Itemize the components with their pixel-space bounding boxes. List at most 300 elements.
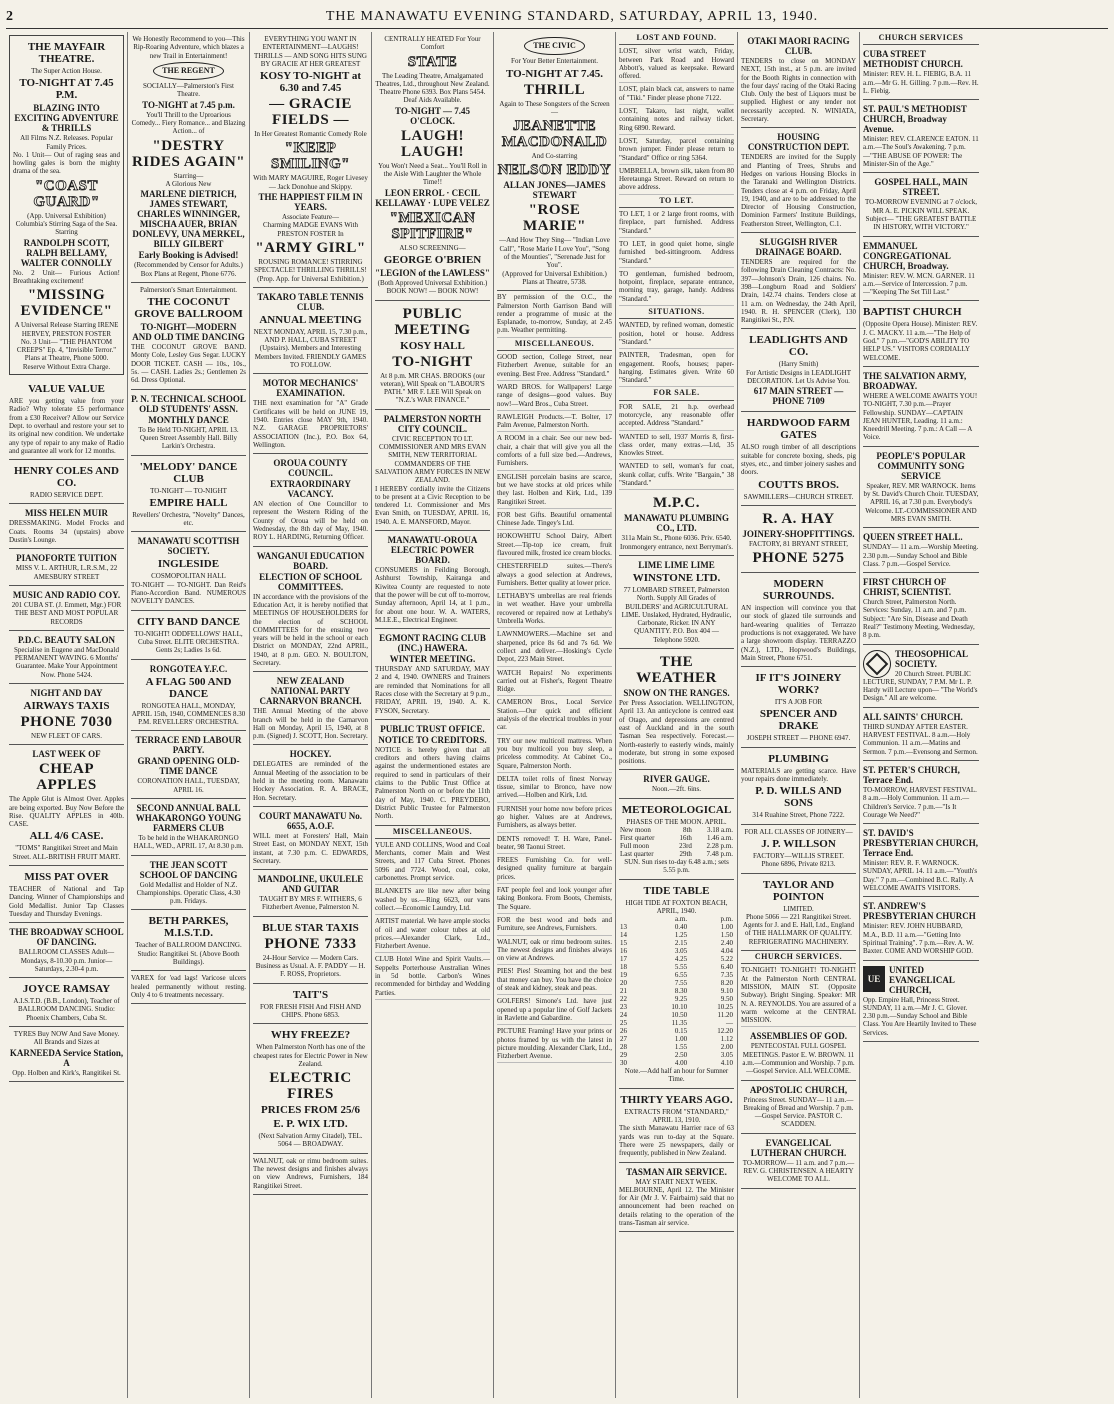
taits-name: TAIT'S: [292, 988, 329, 1001]
scottish-name: MANAWATU SCOTTISH SOCIETY.: [137, 536, 240, 557]
rongotea-body: RONGOTEA HALL, MONDAY, APRIL 15th, 1940, COMMENCES 8.30 P.M. REVELLERS' ORCHESTRA.: [131, 701, 246, 727]
tide-row: [619, 923, 734, 931]
sluggish-body: TENDERS are required for the following Drain Cleaning Contracts: No. 397—Johnson's Drain, 126 chains. No. 398—Longburn Road and Soldiers' Drain, 142.74 chains. Tenders close at 11 a.m. on Wednesday, the 24th April, 1940. R. H. SPENCER (Clerk), 130 Rangitikei St., P.N.: [741, 258, 856, 325]
scottish-hall: INGLESIDE: [157, 558, 220, 571]
taits-body: FOR FRESH FISH And FISH AND CHIPS. Phone 6853.: [260, 1002, 361, 1019]
mayfair-tonight: TO-NIGHT AT 7.45 P.M.: [19, 77, 114, 102]
plumbing-body: MATERIALS are getting scarce. Have your repairs done immediately.: [741, 766, 856, 784]
weather-sub: SNOW ON THE RANGES.: [623, 688, 730, 699]
apples-price: ALL 4/6 CASE.: [29, 830, 104, 843]
rongotea-ad: [131, 660, 246, 732]
tyres-body: TYRES Buy NOW And Save Money. All Brands and Sizes at: [13, 1030, 120, 1047]
tide-cell: 9.50: [720, 995, 733, 1004]
technical-name: P. N. TECHNICAL SCHOOL OLD STUDENTS' ASSN.: [131, 393, 246, 414]
civic-tail: (Approved for Universal Exhibition.) Plans at Theatre, 5738.: [502, 269, 607, 286]
varex-ad: [131, 971, 246, 1004]
coconut-body: THE COCONUT GROVE BAND. Monty Cole, Lesley Gus Segar. LUCKY DOOR TICKET. CASH — 10s., 10s., 5s. — CASH. Ladies 2s.; Gentlemen 2s 6d. Dress Optional.: [131, 343, 246, 385]
all-saints: [863, 708, 979, 761]
hardwood-ad: [741, 412, 856, 505]
moon-row: [619, 826, 734, 834]
blue-star-ad: [253, 917, 368, 984]
thirty-sub: EXTRACTS FROM "STANDARD," APRIL 13, 1910.: [624, 1107, 729, 1125]
united-body: Opp. Empire Hall, Princess Street. SUNDAY, 11 a.m.—Mr J. C. Glover. 2.30 p.m.—Sunday School and Bible Class. You Are Heartily Invited to These Services.: [863, 995, 977, 1037]
civic-head: For Your Better Entertainment.: [511, 57, 598, 66]
terrace-body: CORONATION HALL, TUESDAY, APRIL 16.: [137, 777, 240, 794]
paul-body: Minister: REV. CLARENCE EATON. 11 a.m.—The Soul's Awakening. 7 p.m.—"THE ABUSE OF POWER: The Minister-Sin of the Age.": [863, 135, 979, 169]
tide-row: [619, 971, 734, 979]
cuba-body: Minister: REV. H. L. FIEBIG, B.A. 11 a.m.—Mr G. H. Gilling. 7 p.m.—Rev. H. L. Fiebig.: [863, 70, 979, 95]
newspaper-title: THE MANAWATU EVENING STANDARD, SATURDAY, APRIL 13, 1940.: [325, 9, 819, 24]
tide-row: [619, 1059, 734, 1067]
walnut-body: WALNUT, oak or rimu bedroom suites. The newest designs and finishes always on view Andrews, Furnishers, 184 Rangitikei Street.: [253, 1156, 368, 1190]
bluestar-body: 24-Hour Service — Modern Cars. Business as Usual. A. F. PADDY — H. F. ROSS, Proprietors.: [255, 953, 366, 979]
army-name: THE SALVATION ARMY, BROADWAY.: [863, 370, 967, 391]
value-ad: [9, 378, 124, 460]
thirty-years-section: [619, 1089, 734, 1163]
kosy-film2: "ARMY GIRL": [255, 239, 366, 256]
public-hall: KOSY HALL: [400, 339, 465, 352]
to-let-item: TO gentleman, furnished bedroom, hotpoint, fireplace, separate entrance, morning tray, garage, handy. Address "Standard.": [619, 268, 734, 306]
moon-row: [619, 834, 734, 842]
moon-row: [619, 850, 734, 858]
yule-classified: YULE AND COLLINS, Wood and Coal Merchants, corner Main and West Streets, and 117 Cuba Street. Phones 5096 and 7724. Wood, coal, coke, carbonettes. Prompt service.: [375, 839, 490, 885]
wanganui-body: IN accordance with the provisions of the Education Act, it is hereby notified that MEETINGS OF HOUSEHOLDERS for the election of SCHOOL COMMITTEES for the ensuing two years will be held in the school or each District on MONDAY, 22nd APRIL, 1940, at 8 p.m. GEO. N. BOULTON, Secretary.: [253, 592, 368, 667]
henry-coles-ad: [9, 460, 124, 504]
lost-item: LOST, silver wrist watch, Friday, between Park Road and Howard Abbott's, valued as keepsake. Reward offered.: [619, 45, 734, 83]
tide-cell: 7.35: [720, 971, 733, 980]
lost-item: UMBRELLA, brown silk, taken from 80 Heretaunga Street. Reward on return to above address.: [619, 165, 734, 195]
sale-item: FOR SALE, 21 h.p. overhead motorcycle, any reasonable offer accepted. Address "Standard.": [619, 401, 734, 431]
kosy-star: — GRACIE FIELDS —: [269, 96, 352, 129]
tide-cell: 0.40: [674, 923, 688, 932]
regent-cast: MARLENE DIETRICH, JAMES STEWART, CHARLES WINNINGER, MISCHA AUER, BRIAN DONLEVY, UNA MERKEL, BILLY GILBERT: [132, 189, 245, 250]
public-body: At 8 p.m. MR CHAS. BROOKS (our veteran), Will Speak on "LABOUR'S PATH." MR F. LEE Will Speak on "N.Z.'s WAR FINANCE.": [380, 371, 485, 405]
classified-item: FOR the best wood and beds and Furniture, see Andrews, Furnishers.: [497, 914, 612, 936]
to-let-item: TO LET, in good quiet home, single furnished bed-sittingroom. Address "Standard.": [619, 238, 734, 268]
tide-row: [619, 1027, 734, 1035]
tide-row: [619, 939, 734, 947]
public-trust-ad: [375, 720, 490, 826]
whakaronga-body: To be held in the WHAKARONGO HALL, WED., APRIL 17, At 8.30 p.m.: [133, 833, 244, 851]
christ-body: Church Street, Palmerston North. Services: Sunday, 11 a.m. and 7 p.m. Subject: "Are Sin, Disease and Death Real?" Testimony Meeting, Wednesday, 8 p.m.: [863, 598, 975, 640]
tide-cell: 25: [620, 1019, 627, 1028]
mayfair-name: THE MAYFAIR THEATRE.: [27, 41, 106, 65]
coconut-grove-ad: [131, 283, 246, 390]
freeze-wixsub: (Next Salvation Army Citadel), TEL. 5064 — BROADWAY.: [258, 1132, 363, 1149]
moon-time: 3.18 a.m.: [706, 826, 733, 834]
hardwood-body: ALSO rough timber of all descriptions suitable for concrete boxing, sheds, pig styes, etc., and timber joinery sashes and doors.: [741, 443, 856, 477]
state-film2: "LEGION of the LAWLESS": [375, 267, 490, 278]
wanganui-name: WANGANUI EDUCATION BOARD.: [256, 550, 365, 571]
mayfair-unit1: No. 1 Unit— Out of raging seas and howling gales is born the mighty drama of the sea.: [13, 150, 120, 176]
tide-cell: 10.10: [671, 1003, 688, 1012]
kosy-best: THE HAPPIEST FILM IN YEARS.: [258, 192, 363, 213]
takaro-ad: [253, 288, 368, 374]
band-notice: BY permission of the O.C., the Palmerston North Garrison Band will render a programme of music at the Esplanade, to-morrow, Sunday, at 2.45 p.m. Weather permitting.: [497, 291, 612, 337]
civic-thrill: THRILL: [523, 81, 586, 98]
moon-label: First quarter: [620, 834, 655, 842]
taxis-head: NIGHT AND DAY: [30, 687, 103, 698]
misc-heading-4: MISCELLANEOUS.: [375, 826, 490, 839]
nat-body: THE Annual Meeting of the above branch will be held in the Carnarvon Hall on Monday, April 15, 1940, at 8 p.m. (Signed) J. SCOTT, Hon. Secretary.: [253, 707, 368, 741]
coconut-head: Palmerston's Smart Entertainment.: [139, 285, 238, 294]
lime-ad: [619, 556, 734, 649]
peter-body: TO-MORROW, HARVEST FESTIVAL. 8 a.m.—Holy Communion. 11 a.m.—Children's Service. 7 p.m.—"Is It Courage We Need?": [863, 785, 977, 819]
state-name: STATE: [407, 53, 458, 70]
court-body: WILL meet at Foresters' Hall, Main Street East, on MONDAY NEXT, 15th instant, at 7.30 p.m. C. EDWARDS, Secretary.: [253, 831, 368, 865]
pdc-name: P.D.C. BEAUTY SALON: [17, 634, 116, 645]
civic-film: "ROSE MARIE": [523, 202, 586, 235]
power-name: MANAWATU-OROUA ELECTRIC POWER BOARD.: [387, 535, 478, 566]
meteorological-section: [619, 799, 734, 880]
takaro-name: TAKARO TABLE TENNIS CLUB.: [257, 291, 364, 312]
beth-body: Teacher of BALLROOM DANCING. Studio: Rangitikei St. (Above Booth Buildings).: [135, 941, 242, 967]
apples-ad: [9, 745, 124, 866]
tide-row: [619, 931, 734, 939]
sale-item: WANTED to sell, woman's fur coat, skunk collar, cuffs. Write "Bargain," 38 "Standard.": [619, 460, 734, 490]
civic-time: TO-NIGHT AT 7.45.: [506, 67, 603, 80]
theosophical-emblem-icon: [863, 650, 891, 678]
melody-hall: EMPIRE HALL: [149, 496, 228, 509]
tide-cell: 24: [620, 1011, 627, 1020]
pdc-ad: [9, 631, 124, 684]
palm-name: PALMERSTON NORTH CITY COUNCIL.: [383, 413, 482, 434]
classified-item: WALNUT, oak or rimu bedroom suites. The newest designs and finishes always on view at Andrews.: [497, 936, 612, 966]
tide-cell: 22: [620, 995, 627, 1004]
city-name: CITY BAND DANCE: [137, 615, 240, 628]
page-number: 2: [6, 9, 14, 24]
regent-film: "DESTRY RIDES AGAIN": [131, 137, 246, 170]
henry-sub: RADIO SERVICE DEPT.: [29, 491, 103, 500]
taylor-sub: LIMITED.: [783, 904, 814, 913]
state-tail: (Both Approved Universal Exhibition.) BOOK NOW! — BOOK NOW!: [377, 278, 488, 296]
state-film: "MEXICAN SPITFIRE": [389, 209, 476, 242]
hay-phone: PHONE 5275: [752, 550, 845, 567]
housing-ad: [741, 128, 856, 233]
saints-body: THIRD SUNDAY AFTER EASTER. HARVEST FESTIVAL. 8 a.m.—Holy Communion. 11 a.m.—Matins and Sermon. 7 p.m.—Evensong and Sermon.: [863, 722, 978, 756]
apostolic-name: APOSTOLIC CHURCH,: [749, 1084, 848, 1095]
joyce-ad: [9, 978, 124, 1027]
classified-item: ENGLISH porcelain basins are scarce, but we have stocks at old prices while they last. Holben and Kirk, Ltd., 139 Rangitikei Street.: [497, 471, 612, 509]
mandoline-name: MANDOLINE, UKULELE AND GUITAR: [257, 874, 364, 895]
misc-heading-5: MISCELLANEOUS.: [497, 338, 612, 351]
tasman-body: MELBOURNE, April 12. The Minister for Air (Mr J. V. Fairbairn) said that no announcement had been reached on details relating to the operation of the trans-Tasman air service.: [619, 1185, 734, 1228]
column-2: [128, 32, 250, 1398]
andrew-name: ST. ANDREW'S PRESBYTERIAN CHURCH: [863, 901, 976, 922]
rongotea-name: A FLAG 500 AND DANCE: [145, 675, 232, 700]
city-body: TO-NIGHT! ODDFELLOWS' HALL, Cuba Street. ELITE ORCHESTRA. Gents 2s; Ladies 1s 6d.: [134, 629, 243, 655]
pat-name: MISS PAT OVER: [24, 871, 109, 884]
met-sun: SUN. Sun rises to-day 6.48 a.m.; sets 5.55 p.m.: [624, 858, 729, 875]
music-name: MUSIC AND RADIO COY.: [12, 589, 121, 600]
theo-body: 20 Church Street. PUBLIC LECTURE, SUNDAY, 7 P.M. Mr L. P. Hardy will Lecture upon— "The World's Design." All are welcome.: [863, 669, 978, 703]
tasman-section: [619, 1163, 734, 1233]
leadlights-sub: (Harry Smith): [778, 360, 819, 369]
jean-body: Gold Medallist and Holder of N.Z. Championships. Operatic Class, 4.30 p.m. Fridays.: [136, 880, 241, 906]
kosy-film: "KEEP SMILING": [270, 140, 350, 173]
pdc-body: Specialise in Eugene and MacDonald PERMANENT WAVING. 6 Months' Guarantee. Make Your Appointment Now. Phone 5424.: [14, 645, 119, 679]
state-ad: [375, 32, 490, 301]
moon-label: New moon: [620, 826, 651, 834]
regent-tonight: TO-NIGHT at 7.45 p.m.: [142, 99, 235, 110]
state-tag: The Leading Theatre, Amalgamated Theatres, Ltd., throughout New Zealand.: [375, 71, 490, 88]
state-head: CENTRALLY HEATED For Your Comfort: [384, 35, 481, 52]
weather-head: THE WEATHER: [636, 654, 717, 687]
state-phone: Theatre Phone 6393. Box Plans 5454. Deaf Aids Available.: [379, 88, 486, 105]
tide-cell: 1.12: [720, 1035, 733, 1044]
cuba-methodist: [863, 45, 979, 100]
christ-name: FIRST CHURCH OF CHRIST, SCIENTIST.: [863, 577, 951, 598]
assemblies-ad: [741, 1027, 856, 1080]
andrew-body: Minister: REV. JOHN HUBBARD, M.A., B.D. 11 a.m.—"Getting Into Spiritual Training". 7 p.m.—Rev. A. W. Baxter. COME AND WORSHIP GOD.: [863, 922, 974, 956]
state-times: TO-NIGHT — 7.45 O'CLOCK.: [395, 105, 470, 126]
tide-cell: 1.55: [674, 1043, 688, 1052]
artist-classified: ARTIST material. We have ample stocks of oil and water colour tubes at old prices.—Alexander Clark, Ltd., Fitzherbert Avenue.: [375, 915, 490, 953]
mpc-sub: MANAWATU PLUMBING CO., LTD.: [623, 513, 730, 534]
plumbing-addr: 314 Ruahine Street, Phone 7222.: [752, 811, 845, 820]
mayfair-tag: The Super Action House.: [31, 67, 102, 75]
tide-row: [619, 979, 734, 987]
emmanuel-body: Minister: REV. W. MCN. GARNER. 11 a.m.—Service of Intercession. 7 p.m.—"Keeping The Set Till Last.": [863, 271, 975, 297]
tide-cell: 29: [620, 1051, 627, 1060]
tide-row: [619, 1011, 734, 1019]
regent-tag: SOCIALLY—Palmerston's First Theatre.: [143, 82, 234, 99]
trust-body: NOTICE is hereby given that all creditors and others having claims against the undermentioned estates are required to send in particulars of their claims to the Public Trust Office at Palmerston North on or before the 11th day of May, 1940. C. PREYDEBO, District Public Trustee for Palmerston North.: [375, 745, 490, 821]
emmanuel-church: [863, 237, 979, 302]
classified-item: GOLFERS! Simone's Ltd. have just opened up a popular line of Golf Jackets in Ravlette and Gabardine.: [497, 995, 612, 1025]
peoples-service: [863, 447, 979, 528]
apples-head: LAST WEEK OF: [32, 749, 101, 760]
moon-day: 23rd: [679, 842, 692, 850]
lost-item: LOST, plain black cat, answers to name of "Tiki." Finder please phone 7122.: [619, 83, 734, 105]
willson-head: FOR ALL CLASSES OF JOINERY—: [744, 827, 853, 836]
tide-cell: 21: [620, 987, 627, 996]
tide-cell: 3.05: [674, 947, 688, 956]
kosy-tail: ROUSING ROMANCE! STIRRING SPECTACLE! THRILLING THRILLS! (Prop. App. for Universal Exhibition.): [254, 257, 367, 283]
tide-header-cell: [619, 915, 642, 923]
egmont-ad: [375, 629, 490, 720]
cuba-name: CUBA STREET METHODIST CHURCH.: [863, 49, 963, 70]
tide-cell: 6.55: [674, 971, 688, 980]
queen-street-hall: [863, 528, 979, 573]
hockey-ad: [253, 745, 368, 806]
oroua-body: AN election of One Councillor to represent the Western Riding of the County of Oroua will be held on Wednesday, the 8th day of May, 1940. ROY L. HARDING, Returning Officer.: [253, 500, 368, 542]
tide-cell: 13: [620, 923, 627, 932]
regent-starring: Starring—: [173, 171, 204, 180]
terrace-head: GRAND OPENING OLD-TIME DANCE: [137, 756, 240, 777]
lost-item: LOST, Takaro, last night, wallet containing notes and railway ticket. Ring 6890. Reward.: [619, 105, 734, 135]
palm-body: I HEREBY cordially invite the Citizens to be present at a Civic Reception to be tendered Lt. Commissioner and Mrs Evan Smith, on TUESDAY, APRIL 16, 1940. A. E. MANSFORD, Mayor.: [375, 484, 490, 526]
tide-cell: 8.20: [720, 979, 733, 988]
moon-row: [619, 842, 734, 850]
state-cast: LEON ERROL · CECIL KELLAWAY · LUPE VELEZ: [375, 187, 490, 208]
moon-label: Last quarter: [620, 850, 654, 858]
tide-row: [619, 963, 734, 971]
column-7: [738, 32, 860, 1398]
mayfair-ad: [9, 35, 124, 375]
kosy-role: In Her Greatest Romantic Comedy Role: [254, 130, 367, 139]
otaki-body: TENDERS to close on MONDAY NEXT, 15th inst., at 5 p.m. are invited for the Booth Rights in connection with the four days' racing of the Otaki Racing Club. Only the best of Liquors must be supplied. Highest or any tender not necessarily accepted. N. WINIATA, Secretary.: [741, 57, 856, 124]
willson-ad: [741, 825, 856, 874]
peoples-body: Speaker, REV. MR WARNOCK. Items by St. David's Church Choir. TUESDAY, APRIL 16, at 7.30 p.m. Everybody's Welcome. LT.-COMMISSIONER AND MRS EVAN SMITH.: [863, 481, 979, 523]
classified-item: PIES! Pies! Steaming hot and the best that money can buy. You have the choice of steak and kidney, steak and peas.: [497, 965, 612, 995]
melody-sub: TO-NIGHT — TO-NIGHT: [150, 486, 227, 495]
taits-ad: [253, 984, 368, 1025]
scottish-body: TO-NIGHT — TO-NIGHT. Dan Reid's Piano-Accordion Band. NUMEROUS NOVELTY DANCES.: [131, 580, 246, 606]
piano-ad: [9, 549, 124, 586]
power-body: CONSUMERS in Feilding Borough, Ashhurst Township, Kairanga and Kiwitea County are requested to note that the power will be cut off to-morrow, Sunday afternoon, April 14, at 1 p.m., for about one hour. W. A. WATERS, M.I.E.E., Electrical Engineer.: [375, 566, 490, 624]
beth-name: BETH PARKES, M.I.S.T.D.: [148, 915, 229, 940]
st-davids: [863, 824, 979, 897]
tide-cell: 1.00: [720, 923, 733, 932]
tide-cell: 12.20: [717, 1027, 733, 1036]
tide-cell: 5.22: [720, 955, 733, 964]
thirty-head: THIRTY YEARS AGO.: [620, 1093, 733, 1106]
situation-item: PAINTER, Tradesman, open for engagement. Roofs, houses; paper-hanging. Estimates given. Write 60 "Standard.": [619, 349, 734, 387]
broadway-name: THE BROADWAY SCHOOL OF DANCING.: [9, 927, 124, 948]
classified-item: FURNISH your home now before prices go higher. Values are at Andrews, Furnishers, as always better.: [497, 803, 612, 833]
sale-item: WANTED to sell, 1937 Morris 8, first-class order, many extras.—Ltd, 35 Knowles Street.: [619, 431, 734, 461]
mandoline-body: TAUGHT BY MRS F. WITHERS, 6 Fitzherbert Avenue, Palmerston N.: [259, 895, 362, 912]
civic-songs: —And How They Sing— "Indian Love Call", "Rose Marie I Love You", "Song of the Mounties", "Serenade Just for You".: [499, 236, 610, 270]
moon-label: Full moon: [620, 842, 649, 850]
broadway-body: BALLROOM CLASSES Adult—Mondays, 8-10.30 p.m. Junior—Saturdays, 2.30-4 p.m.: [18, 948, 115, 973]
classified-item: LETHABY'S umbrellas are real friends in wet weather. Have your umbrella recovered or repaired now at Lethaby's Umbrella Works.: [497, 590, 612, 628]
baptist-church: [863, 301, 979, 366]
tide-cell: —: [726, 1019, 733, 1028]
regent-booking: Early Booking is Advised!: [138, 250, 239, 261]
scottish-ad: [131, 532, 246, 610]
peoples-name: PEOPLE'S POPULAR COMMUNITY SONG SERVICE: [876, 450, 966, 481]
otaki-ad: [741, 32, 856, 128]
christ-scientist: [863, 573, 979, 644]
mayfair-film1: "COAST GUARD": [33, 177, 100, 210]
classified-item: LAWNMOWERS.—Machine set and sharpened, price 8s 6d and 7s 6d. We collect and deliver.—Hosking's Cycle Depot, 223 Main Street.: [497, 628, 612, 666]
regent-intro: We Honestly Recommend to you—This Rip-Roaring Adventure, which blazes a new Trail in Entertainment!: [132, 35, 245, 60]
lutheran-body: TO-MORROW— 11 a.m. and 7 p.m.—REV. G. CHRISTENSEN. A HEARTY WELCOME TO ALL.: [742, 1158, 855, 1184]
technical-head: MONTHLY DANCE: [148, 414, 229, 425]
motor-body: THE next examination for "A" Grade Certificates will be held on JUNE 19, 1940. Entries close MAY 9th, 1940. N.Z. GARAGE PROPRIETORS' ASSOCIATION (Inc.), P.O. Box 64, Wellington.: [253, 399, 368, 449]
church-services-heading-8: CHURCH SERVICES: [863, 32, 979, 45]
tide-cell: 1.00: [674, 1035, 688, 1044]
met-head: METEOROLOGICAL: [621, 803, 732, 816]
hockey-name: HOCKEY.: [289, 749, 332, 760]
joyce-body: A.I.S.T.D. (B.B., London), Teacher of BALLROOM DANCING. Studio: Phoenix Chambers, Cuba St.: [13, 997, 120, 1022]
tide-cell: 6.40: [720, 963, 733, 972]
whakaronga-ad: [131, 799, 246, 856]
melody-name: 'MELODY' DANCE CLUB: [139, 460, 238, 485]
to-let-heading: TO LET.: [619, 195, 734, 208]
muir-body: DRESSMAKING. Model Frocks and Coats. Rooms 34 (upstairs) above Dustin's Lounge.: [9, 519, 124, 545]
state-also: ALSO SCREENING—: [399, 243, 466, 252]
tide-cell: 18: [620, 963, 627, 972]
state-laugh: LAUGH! LAUGH!: [401, 127, 464, 160]
tide-note: Note.—Add half an hour for Sumner Time.: [624, 1067, 729, 1084]
mayfair-unit3: No. 3 Unit— "THE PHANTOM CREEPS" Ep. 4, "Invisible Terror.": [16, 337, 117, 355]
taylor-body: Phone 5066 — 221 Rangitikei Street. Agents for J. and E. Hall, Ltd., England of THE HALLMARK OF QUALITY. REFRIGERATING MACHINERY.: [742, 912, 855, 946]
leadlights-ad: [741, 329, 856, 412]
taxis-sub: NEW FLEET OF CARS.: [31, 731, 102, 740]
lost-item: LOST, Saturday, parcel containing brown jumper. Finder please return to "Standard" Office or ring 5364.: [619, 135, 734, 165]
river-body: Noon.—2ft. 6ins.: [652, 785, 701, 794]
classified-item: A ROOM in a chair. See our new bed-chair, a chair that will give you all the comforts of a full size bed.—Andrews, Furnishers.: [497, 432, 612, 470]
melody-ad: [131, 456, 246, 533]
classified-item: HOKOWHITU School Dairy, Albert Street.—Tip-top ice cream, fruit flavoured milk, frosted ice cream blocks.: [497, 530, 612, 560]
hay-body: FACTORY, 81 BRYANT STREET,: [748, 539, 849, 548]
civic-cast: ALLAN JONES—JAMES STEWART: [503, 180, 606, 201]
tide-cell: 5.55: [674, 963, 688, 972]
leadlights-phone: 617 MAIN STREET — PHONE 7109: [753, 386, 844, 407]
gospel-name: GOSPEL HALL, MAIN STREET.: [874, 177, 968, 198]
freeze-wix: E. P. WIX LTD.: [273, 1118, 348, 1131]
tide-cell: 17: [620, 955, 627, 964]
mpc-ad: [619, 490, 734, 556]
civic-ad: [497, 32, 612, 291]
to-let-item: TO LET, 1 or 2 large front rooms, with fireplace, part furnished. Address "Standard.": [619, 208, 734, 238]
public-head: PUBLIC MEETING: [394, 305, 471, 338]
column-3: [250, 32, 372, 1398]
walnut-ad: [253, 1154, 368, 1195]
lime-name: WINSTONE LTD.: [632, 571, 721, 584]
theo-name: THEOSOPHICAL SOCIETY.: [895, 648, 968, 669]
classified-item: RAWLEIGH Products.—T. Bolter, 17 Palm Avenue, Palmerston North.: [497, 411, 612, 433]
taylor-name: TAYLOR AND POINTON: [762, 878, 835, 903]
tide-row: [619, 995, 734, 1003]
david-name: ST. DAVID'S PRESBYTERIAN CHURCH, Terrace End.: [863, 828, 979, 859]
united-name: UNITED EVANGELICAL CHURCH,: [889, 964, 955, 995]
tide-cell: 26: [620, 1027, 627, 1036]
melody-body: Revellers' Orchestra, "Novelty" Dances, etc.: [132, 510, 245, 528]
mayfair-unit2: No. 2 Unit— Furious Action! Breathtaking excitement!: [13, 268, 120, 285]
tide-row: [619, 1035, 734, 1043]
value-head: VALUE VALUE: [28, 383, 105, 396]
plumbing-name2: P. D. WILLS AND SONS: [755, 785, 842, 810]
moon-day: 8th: [682, 826, 692, 834]
tyres-name: KARNEEDA Service Station, A: [9, 1047, 124, 1068]
tide-cell: 14: [620, 931, 627, 940]
takaro-body: NEXT MONDAY, APRIL 15, 7.30 p.m., AND P. HALL, CUBA STREET (Upstairs). Members and Interesting Members Invited. FRIENDLY GAMES TO FOLLOW.: [253, 327, 368, 370]
tide-cell: 10.50: [671, 1011, 688, 1020]
tide-cell: 4.00: [674, 1059, 688, 1068]
lime-body: 77 LOMBARD STREET, Palmerston North. Supply All Grades of BUILDERS' and AGRICULTURAL LIME. Unslaked, Hydrated, Hydraulic, Carbonate, Ricker. IN ANY QUANTITY. P.O. Box 404 — Telephone 5920.: [621, 585, 732, 644]
tide-cell: 2.40: [720, 939, 733, 948]
nat-name: NEW ZEALAND NATIONAL PARTY CARNARVON BRANCH.: [259, 676, 362, 707]
value-body: ARE you getting value from your Radio? Why tolerate £5 performance from a £30 Receiver? Allow our Service Dept. to overhaul and restore your set to its original new condition. We undertake any type of repair to any make of Radio and guarantee all work for 12 months.: [9, 397, 124, 455]
st-andrews: [863, 897, 979, 960]
apples-tail: "TOMS" Rangitikei Street and Main Street. ALL-BRITISH FRUIT MART.: [12, 844, 121, 861]
river-head: RIVER GAUGE.: [643, 774, 710, 785]
queen-name: QUEEN STREET HALL.: [863, 532, 963, 543]
classified-item: CHESTERFIELD suites.—There's always a good selection at Andrews, Furnishers. Better quality at lower price.: [497, 560, 612, 590]
tide-row: [619, 1019, 734, 1027]
kosy-head: EVERYTHING YOU WANT IN ENTERTAINMENT—LAUGHS! THRILLS — AND SONG HITS SUNG BY GRACIE AT HER GREATEST: [254, 35, 367, 68]
plumbing-ad: [741, 748, 856, 825]
club-classified: CLUB Hotel Wine and Spirit Vaults.—Seppelts Porterhouse Australian Wines in 5d bottle. Carbon's Wines recommended for birthday and Wedding Parties.: [375, 953, 490, 999]
hay-name: R. A. HAY: [762, 510, 835, 527]
david-body: Minister: REV. R. F. WARNOCK. SUNDAY, APRIL 14. 11 a.m.—"Youth's Day." 7 p.m.—Combined B.C. Rally. A WELCOME AWAITS VISITORS.: [863, 859, 978, 893]
housing-name: HOUSING CONSTRUCTION DEPT.: [747, 132, 850, 153]
technical-body: To Be Held TO-NIGHT, APRIL 13. Queen Street Assembly Hall. Billy Larkin's Orchestra.: [138, 425, 239, 451]
pat-body: TEACHER of National and Tap Dancing. Winner of Championships and Gold Medallist. Junior Tap Classes Tuesday and Thursday Evenings.: [9, 885, 124, 918]
city-council-ad: [375, 410, 490, 531]
tide-cell: 28: [620, 1043, 627, 1052]
tide-cell: 11.35: [671, 1019, 688, 1028]
freeze-body: When Palmerston North has one of the cheapest rates for Electric Power in New Zealand.: [253, 1043, 368, 1068]
oroua-ad: [253, 454, 368, 546]
mayfair-film2-note: A Universal Release Starring IRENE HERVEY, PRESTON FOSTER: [14, 321, 119, 338]
taylor-ad: [741, 874, 856, 951]
classified-item: WARD BROS. for Wallpapers! Large range of designs—good values. Buy now!—Ward Bros., Cuba Street.: [497, 381, 612, 411]
